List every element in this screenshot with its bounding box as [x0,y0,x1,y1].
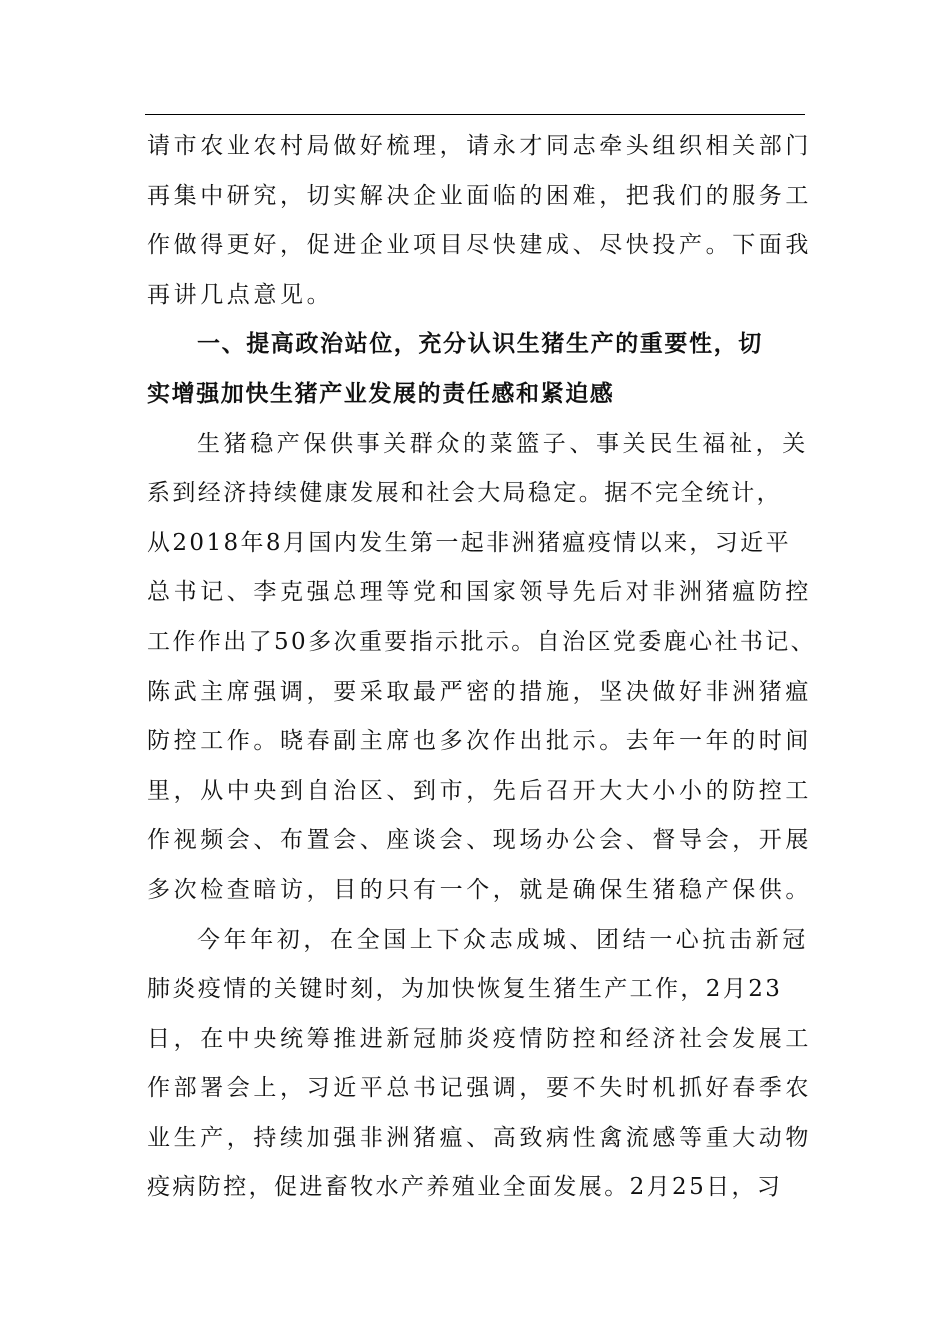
section-heading-line: 实增强加快生猪产业发展的责任感和紧迫感 [147,380,615,407]
text-line: 今年年初，在全国上下众志成城、团结一心抗击新冠 [197,926,809,953]
text-line: 作做得更好，促进企业项目尽快建成、尽快投产。下面我 [147,232,812,259]
text-line: 多次检查暗访，目的只有一个，就是确保生猪稳产保供。 [147,876,812,903]
text-line: 作部署会上，习近平总书记强调，要不失时机抓好春季农 [147,1075,812,1102]
text-line: 疫病防控，促进畜牧水产养殖业全面发展。2月25日，习 [147,1174,783,1201]
text-line: 作视频会、布置会、座谈会、现场办公会、督导会，开展 [147,827,812,854]
text-line: 生猪稳产保供事关群众的菜篮子、事关民生福祉，关 [197,430,809,457]
text-line: 防控工作。晓春副主席也多次作出批示。去年一年的时间 [147,728,812,755]
text-line: 再讲几点意见。 [147,281,334,308]
text-line: 工作作出了50多次重要指示批示。自治区党委鹿心社书记、 [147,628,817,655]
text-line: 总书记、李克强总理等党和国家领导先后对非洲猪瘟防控 [147,579,812,606]
text-line: 从2018年8月国内发生第一起非洲猪瘟疫情以来，习近平 [147,529,791,556]
text-line: 里，从中央到自治区、到市，先后召开大大小小的防控工 [147,777,812,804]
text-line: 日，在中央统筹推进新冠肺炎疫情防控和经济社会发展工 [147,1025,812,1052]
text-line: 再集中研究，切实解决企业面临的困难，把我们的服务工 [147,182,812,209]
header-rule [145,114,805,115]
text-line: 肺炎疫情的关键时刻，为加快恢复生猪生产工作，2月23 [147,976,783,1003]
text-line: 系到经济持续健康发展和社会大局稳定。据不完全统计， [147,480,782,507]
section-heading-line: 一、提高政治站位，充分认识生猪生产的重要性，切 [197,331,763,358]
text-line: 陈武主席强调，要采取最严密的措施，坚决做好非洲猪瘟 [147,678,812,705]
document-body [147,122,817,1213]
text-line: 业生产，持续加强非洲猪瘟、高致病性禽流感等重大动物 [147,1124,812,1151]
text-line: 请市农业农村局做好梳理，请永才同志牵头组织相关部门 [147,133,812,159]
